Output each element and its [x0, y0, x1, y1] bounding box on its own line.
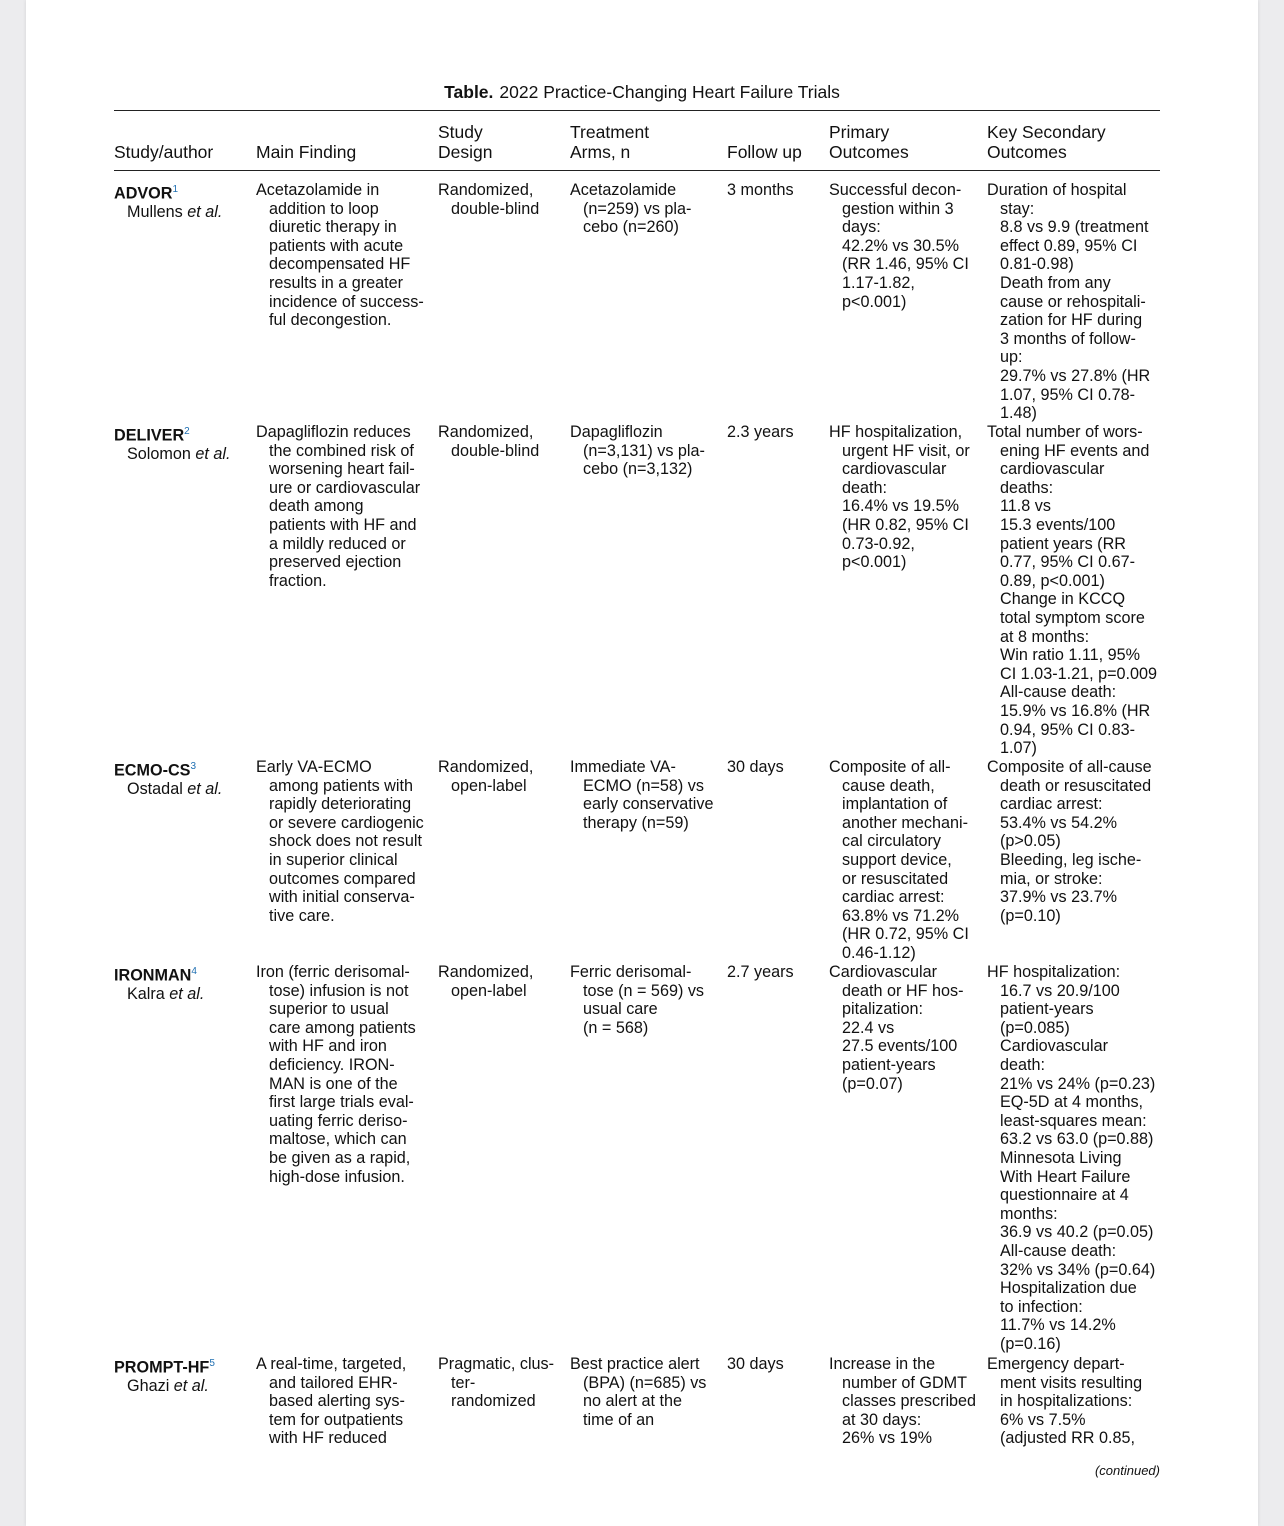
- study-cell: [114, 758, 222, 799]
- main-finding-cell-line: among patients with: [269, 776, 413, 795]
- study-design-cell-line: ter-: [451, 1373, 476, 1392]
- main-finding-cell: [256, 1355, 406, 1448]
- main-finding-cell-line: maltose, which can: [269, 1130, 407, 1149]
- treatment-arms-cell-line: Dapagliflozin: [570, 423, 663, 441]
- secondary-outcomes-cell-line: Emergency depart-: [987, 1355, 1125, 1373]
- treatment-arms-cell-line: Best practice alert: [570, 1355, 700, 1373]
- main-finding-cell-line: tem for outpatients: [269, 1410, 404, 1429]
- study-name: [114, 1355, 215, 1377]
- header-study-design: [438, 122, 492, 162]
- reference-number: 3: [190, 761, 197, 772]
- primary-outcomes-cell-line: classes prescribed: [842, 1392, 977, 1411]
- main-finding-cell-line: ure or cardiovascular: [269, 478, 421, 497]
- study-design-cell-line: double-blind: [451, 441, 540, 460]
- secondary-outcomes-cell-line: 6% vs 7.5%: [1000, 1410, 1086, 1429]
- primary-outcomes-cell-line: gestion within 3: [842, 199, 954, 218]
- treatment-arms-cell-line: time of an: [583, 1410, 655, 1429]
- main-finding-cell-line: based alerting sys-: [269, 1392, 405, 1411]
- primary-outcomes-cell-line: (p=0.07): [842, 1074, 903, 1093]
- secondary-outcomes-cell-line: 0.77, 95% CI 0.67-: [1000, 553, 1135, 572]
- header-primary-outcomes: [829, 122, 909, 162]
- primary-outcomes-cell-line: days:: [842, 218, 881, 237]
- author-etal: et al.: [195, 444, 231, 463]
- secondary-outcomes-cell-line: 63.2 vs 63.0 (p=0.88): [1000, 1130, 1154, 1149]
- secondary-outcomes-cell-line: 8.8 vs 9.9 (treatment: [1000, 218, 1149, 237]
- secondary-outcomes-cell-line: total symptom score: [1000, 608, 1145, 627]
- main-finding-cell-line: death among: [269, 497, 364, 516]
- secondary-outcomes-cell-line: least-squares mean:: [1000, 1111, 1147, 1130]
- study-design-cell: [438, 963, 533, 1000]
- main-finding-cell-line: tose) infusion is not: [269, 981, 409, 1000]
- table-caption: [0, 81, 1284, 103]
- secondary-outcomes-cell-line: patient years (RR: [1000, 534, 1126, 553]
- primary-outcomes-cell-line: urgent HF visit, or: [842, 441, 970, 460]
- primary-outcomes-cell-line: HF hospitalization,: [829, 423, 963, 441]
- treatment-arms-cell-line: (n=3,131) vs pla-: [583, 441, 705, 460]
- main-finding-cell-line: diuretic therapy in: [269, 218, 397, 237]
- main-finding-cell-line: a mildly reduced or: [269, 534, 406, 553]
- main-finding-cell-line: outcomes compared: [269, 869, 416, 888]
- secondary-outcomes-cell-line: 0.89, p<0.001): [1000, 571, 1105, 590]
- secondary-outcomes-cell-line: questionnaire at 4: [1000, 1186, 1129, 1205]
- main-finding-cell-line: Iron (ferric derisomal-: [256, 963, 410, 981]
- header-follow-up: Follow up: [727, 142, 802, 162]
- treatment-arms-cell: [570, 423, 705, 479]
- study-cell: [114, 1355, 215, 1396]
- main-finding-cell-line: fraction.: [269, 571, 327, 590]
- main-finding-cell-line: rapidly deteriorating: [269, 795, 412, 814]
- primary-outcomes-cell-line: (HR 0.82, 95% CI: [842, 515, 969, 534]
- study-design-cell-line: open-label: [451, 776, 527, 795]
- primary-outcomes-cell-line: patient-years: [842, 1055, 936, 1074]
- treatment-arms-cell-line: therapy (n=59): [583, 813, 689, 832]
- primary-outcomes-cell-line: cardiac arrest:: [842, 888, 945, 907]
- secondary-outcomes-cell-line: (adjusted RR 0.85,: [1000, 1429, 1135, 1448]
- secondary-outcomes-cell-line: in hospitalizations:: [1000, 1392, 1133, 1411]
- primary-outcomes-cell-line: 63.8% vs 71.2%: [842, 906, 959, 925]
- secondary-outcomes-cell-line: ment visits resulting: [1000, 1373, 1143, 1392]
- follow-up-cell: 30 days: [727, 758, 784, 776]
- study-author: [114, 985, 204, 1004]
- secondary-outcomes-cell-line: death or resuscitated: [1000, 776, 1152, 795]
- primary-outcomes-cell-line: death or HF hos-: [842, 981, 964, 1000]
- main-finding-cell-line: Early VA-ECMO: [256, 758, 372, 776]
- secondary-outcomes-cell-line: HF hospitalization:: [987, 963, 1121, 981]
- secondary-outcomes-cell-line: 11.8 vs: [1000, 497, 1051, 516]
- header-line: Study: [438, 122, 483, 142]
- treatment-arms-cell-line: Acetazolamide: [570, 181, 677, 199]
- study-design-cell: [438, 181, 539, 218]
- secondary-outcomes-cell-line: All-cause death:: [1000, 1241, 1117, 1260]
- study-author: [114, 1377, 215, 1396]
- primary-outcomes-cell: [829, 181, 969, 311]
- primary-outcomes-cell: [829, 963, 963, 1093]
- author-name: Ghazi: [127, 1376, 170, 1395]
- main-finding-cell-line: the combined risk of: [269, 441, 414, 460]
- primary-outcomes-cell-line: Cardiovascular: [829, 963, 937, 981]
- secondary-outcomes-cell-line: 53.4% vs 54.2%: [1000, 813, 1117, 832]
- secondary-outcomes-cell: [987, 181, 1150, 423]
- secondary-outcomes-cell-line: 36.9 vs 40.2 (p=0.05): [1000, 1223, 1154, 1242]
- reference-number: 1: [172, 184, 179, 195]
- study-name: [114, 758, 222, 780]
- main-finding-cell-line: with initial conserva-: [269, 888, 415, 907]
- secondary-outcomes-cell-line: months:: [1000, 1204, 1058, 1223]
- primary-outcomes-cell-line: 1.17-1.82,: [842, 273, 915, 292]
- primary-outcomes-cell-line: 16.4% vs 19.5%: [842, 497, 959, 516]
- study-name: [114, 181, 222, 203]
- study-design-cell: [438, 758, 533, 795]
- header-secondary-outcomes: [987, 122, 1106, 162]
- secondary-outcomes-cell-line: effect 0.89, 95% CI: [1000, 236, 1138, 255]
- secondary-outcomes-cell-line: 29.7% vs 27.8% (HR: [1000, 366, 1151, 385]
- primary-outcomes-cell-line: p<0.001): [842, 292, 907, 311]
- primary-outcomes-cell-line: 27.5 events/100: [842, 1037, 958, 1056]
- primary-outcomes-cell-line: 0.73-0.92,: [842, 534, 915, 553]
- primary-outcomes-cell-line: at 30 days:: [842, 1410, 922, 1429]
- header-rule: [114, 170, 1160, 171]
- follow-up-cell: 2.3 years: [727, 423, 794, 441]
- study-design-cell-line: double-blind: [451, 199, 540, 218]
- primary-outcomes-cell-line: cal circulatory: [842, 832, 941, 851]
- secondary-outcomes-cell-line: patient-years: [1000, 1000, 1094, 1019]
- secondary-outcomes-cell-line: All-cause death:: [1000, 683, 1117, 702]
- primary-outcomes-cell-line: Successful decon-: [829, 181, 962, 199]
- main-finding-cell-line: preserved ejection: [269, 553, 402, 572]
- secondary-outcomes-cell-line: Death from any: [1000, 273, 1111, 292]
- secondary-outcomes-cell-line: 37.9% vs 23.7%: [1000, 888, 1117, 907]
- continued-note: (continued): [1094, 1463, 1160, 1478]
- reference-number: 5: [209, 1358, 215, 1369]
- secondary-outcomes-cell-line: death:: [1000, 1055, 1046, 1074]
- main-finding-cell-line: with HF reduced: [269, 1429, 387, 1448]
- main-finding-cell-line: be given as a rapid,: [269, 1148, 411, 1167]
- reference-number: 2: [184, 426, 190, 437]
- treatment-arms-cell-line: ECMO (n=58) vs: [583, 776, 704, 795]
- header-line: Treatment: [570, 122, 650, 142]
- primary-outcomes-cell-line: pitalization:: [842, 1000, 923, 1019]
- secondary-outcomes-cell: [987, 1355, 1142, 1448]
- study-cell: [114, 963, 204, 1004]
- main-finding-cell: [256, 181, 424, 330]
- study-name-text: IRONMAN: [114, 966, 192, 985]
- primary-outcomes-cell-line: 26% vs 19%: [842, 1429, 932, 1448]
- treatment-arms-cell-line: cebo (n=3,132): [583, 460, 693, 479]
- study-author: [114, 445, 231, 464]
- main-finding-cell-line: superior to usual: [269, 1000, 389, 1019]
- primary-outcomes-cell-line: support device,: [842, 850, 952, 869]
- main-finding-cell-line: patients with HF and: [269, 515, 417, 534]
- primary-outcomes-cell-line: Composite of all-: [829, 758, 951, 776]
- secondary-outcomes-cell-line: cardiac arrest:: [1000, 795, 1103, 814]
- secondary-outcomes-cell-line: (p=0.10): [1000, 906, 1061, 925]
- main-finding-cell-line: in superior clinical: [269, 850, 398, 869]
- header-main-finding: Main Finding: [256, 142, 357, 162]
- study-author: [114, 780, 222, 799]
- main-finding-cell-line: decompensated HF: [269, 255, 411, 274]
- secondary-outcomes-cell-line: Total number of wors-: [987, 423, 1143, 441]
- main-finding-cell-line: worsening heart fail-: [269, 460, 415, 479]
- main-finding-cell-line: and tailored EHR-: [269, 1373, 398, 1392]
- primary-outcomes-cell-line: 0.46-1.12): [842, 943, 916, 962]
- author-name: Kalra: [127, 984, 165, 1003]
- secondary-outcomes-cell-line: deaths:: [1000, 478, 1054, 497]
- secondary-outcomes-cell-line: stay:: [1000, 199, 1035, 218]
- primary-outcomes-cell-line: 22.4 vs: [842, 1018, 895, 1037]
- primary-outcomes-cell: [829, 1355, 976, 1448]
- secondary-outcomes-cell-line: cause or rehospitali-: [1000, 292, 1146, 311]
- main-finding-cell-line: care among patients: [269, 1018, 416, 1037]
- header-line: Primary: [829, 122, 890, 142]
- author-etal: et al.: [187, 779, 223, 798]
- treatment-arms-cell-line: cebo (n=260): [583, 218, 679, 237]
- treatment-arms-cell: [570, 963, 704, 1037]
- secondary-outcomes-cell-line: 0.94, 95% CI 0.83-: [1000, 720, 1135, 739]
- study-design-cell-line: Randomized,: [438, 181, 534, 199]
- treatment-arms-cell: [570, 758, 713, 832]
- main-finding-cell-line: results in a greater: [269, 273, 404, 292]
- study-design-cell-line: Randomized,: [438, 758, 534, 776]
- secondary-outcomes-cell-line: 32% vs 34% (p=0.64): [1000, 1260, 1156, 1279]
- main-finding-cell-line: shock does not result: [269, 832, 422, 851]
- treatment-arms-cell-line: Ferric derisomal-: [570, 963, 692, 981]
- secondary-outcomes-cell-line: at 8 months:: [1000, 627, 1090, 646]
- main-finding-cell-line: Acetazolamide in: [256, 181, 380, 199]
- secondary-outcomes-cell-line: 15.3 events/100: [1000, 515, 1116, 534]
- treatment-arms-cell-line: usual care: [583, 1000, 658, 1019]
- reference-number: 4: [191, 966, 197, 977]
- secondary-outcomes-cell-line: 16.7 vs 20.9/100: [1000, 981, 1120, 1000]
- header-treatment-arms: [570, 122, 649, 162]
- secondary-outcomes-cell-line: Bleeding, leg ische-: [1000, 850, 1142, 869]
- header-line: Key Secondary: [987, 122, 1106, 142]
- main-finding-cell-line: high-dose infusion.: [269, 1167, 405, 1186]
- study-author: [114, 203, 222, 222]
- secondary-outcomes-cell-line: up:: [1000, 348, 1023, 367]
- main-finding-cell-line: Dapagliflozin reduces: [256, 423, 411, 441]
- study-design-cell-line: Randomized,: [438, 963, 534, 981]
- study-design-cell-line: open-label: [451, 981, 527, 1000]
- study-name-text: ADVOR: [114, 184, 173, 203]
- main-finding-cell-line: uating ferric deriso-: [269, 1111, 408, 1130]
- treatment-arms-cell-line: tose (n = 569) vs: [583, 981, 705, 1000]
- study-design-cell: [438, 423, 539, 460]
- table-caption-text: 2022 Practice-Changing Heart Failure Trials: [499, 82, 840, 102]
- secondary-outcomes-cell-line: 15.9% vs 16.8% (HR: [1000, 701, 1151, 720]
- secondary-outcomes-cell-line: Change in KCCQ: [1000, 590, 1126, 609]
- author-etal: et al.: [173, 1376, 209, 1395]
- header-line: Design: [438, 142, 493, 162]
- main-finding-cell: [256, 423, 420, 590]
- treatment-arms-cell-line: (n=259) vs pla-: [583, 199, 692, 218]
- main-finding-cell: [256, 963, 416, 1186]
- secondary-outcomes-cell-line: to infection:: [1000, 1297, 1083, 1316]
- secondary-outcomes-cell: [987, 963, 1155, 1353]
- study-design-cell-line: randomized: [451, 1392, 536, 1411]
- primary-outcomes-cell-line: or resuscitated: [842, 869, 949, 888]
- main-finding-cell-line: ful decongestion.: [269, 311, 392, 330]
- treatment-arms-cell-line: (n = 568): [583, 1018, 649, 1037]
- secondary-outcomes-cell-line: mia, or stroke:: [1000, 869, 1103, 888]
- primary-outcomes-cell-line: number of GDMT: [842, 1373, 968, 1392]
- study-name-text: ECMO-CS: [114, 761, 191, 780]
- follow-up-cell: 2.7 years: [727, 963, 794, 981]
- primary-outcomes-cell: [829, 758, 969, 963]
- secondary-outcomes-cell-line: Minnesota Living: [1000, 1148, 1122, 1167]
- study-cell: [114, 423, 231, 464]
- author-etal: et al.: [187, 202, 223, 221]
- main-finding-cell-line: A real-time, targeted,: [256, 1355, 407, 1373]
- follow-up-cell: 3 months: [727, 181, 794, 199]
- study-name: [114, 963, 204, 985]
- primary-outcomes-cell-line: cause death,: [842, 776, 935, 795]
- study-cell: [114, 181, 222, 222]
- treatment-arms-cell-line: (BPA) (n=685) vs: [583, 1373, 707, 1392]
- secondary-outcomes-cell-line: Hospitalization due: [1000, 1279, 1137, 1298]
- secondary-outcomes-cell-line: ening HF events and: [1000, 441, 1150, 460]
- author-name: Solomon: [127, 444, 191, 463]
- secondary-outcomes-cell-line: 1.07, 95% CI 0.78-: [1000, 385, 1135, 404]
- secondary-outcomes-cell-line: 1.48): [1000, 404, 1037, 423]
- treatment-arms-cell-line: no alert at the: [583, 1392, 682, 1411]
- primary-outcomes-cell-line: Increase in the: [829, 1355, 936, 1373]
- treatment-arms-cell: [570, 181, 691, 237]
- study-name: [114, 423, 231, 445]
- main-finding-cell-line: first large trials eval-: [269, 1093, 414, 1112]
- top-rule: [114, 110, 1160, 111]
- main-finding-cell-line: tive care.: [269, 906, 335, 925]
- primary-outcomes-cell: [829, 423, 970, 572]
- follow-up-cell: 30 days: [727, 1355, 784, 1373]
- main-finding-cell-line: addition to loop: [269, 199, 379, 218]
- secondary-outcomes-cell-line: 0.81-0.98): [1000, 255, 1074, 274]
- primary-outcomes-cell-line: cardiovascular: [842, 460, 947, 479]
- secondary-outcomes-cell-line: (p=0.085): [1000, 1018, 1070, 1037]
- secondary-outcomes-cell-line: With Heart Failure: [1000, 1167, 1131, 1186]
- header-study: Study/author: [114, 142, 214, 162]
- secondary-outcomes-cell-line: zation for HF during: [1000, 311, 1143, 330]
- secondary-outcomes-cell-line: EQ-5D at 4 months,: [1000, 1093, 1144, 1112]
- main-finding-cell-line: deficiency. IRON-: [269, 1055, 395, 1074]
- secondary-outcomes-cell-line: CI 1.03-1.21, p=0.009: [1000, 664, 1158, 683]
- header-line: Outcomes: [829, 142, 909, 162]
- main-finding-cell-line: MAN is one of the: [269, 1074, 398, 1093]
- primary-outcomes-cell-line: implantation of: [842, 795, 948, 814]
- study-design-cell: [438, 1355, 554, 1411]
- secondary-outcomes-cell-line: 3 months of follow-: [1000, 329, 1136, 348]
- secondary-outcomes-cell-line: (p>0.05): [1000, 832, 1061, 851]
- primary-outcomes-cell-line: (HR 0.72, 95% CI: [842, 925, 969, 944]
- secondary-outcomes-cell-line: Cardiovascular: [1000, 1037, 1108, 1056]
- primary-outcomes-cell-line: 42.2% vs 30.5%: [842, 236, 959, 255]
- primary-outcomes-cell-line: p<0.001): [842, 553, 907, 572]
- primary-outcomes-cell-line: another mechani-: [842, 813, 968, 832]
- author-etal: et al.: [169, 984, 205, 1003]
- secondary-outcomes-cell: [987, 423, 1157, 758]
- main-finding-cell-line: incidence of success-: [269, 292, 424, 311]
- treatment-arms-cell-line: early conservative: [583, 795, 714, 814]
- study-name-text: PROMPT-HF: [114, 1358, 210, 1377]
- header-line: Outcomes: [987, 142, 1067, 162]
- treatment-arms-cell-line: Immediate VA-: [570, 758, 676, 776]
- secondary-outcomes-cell-line: 21% vs 24% (p=0.23): [1000, 1074, 1156, 1093]
- secondary-outcomes-cell-line: 1.07): [1000, 739, 1037, 758]
- secondary-outcomes-cell-line: cardiovascular: [1000, 460, 1105, 479]
- main-finding-cell-line: patients with acute: [269, 236, 404, 255]
- main-finding-cell-line: or severe cardiogenic: [269, 813, 424, 832]
- primary-outcomes-cell-line: death:: [842, 478, 888, 497]
- secondary-outcomes-cell-line: Composite of all-cause: [987, 758, 1152, 776]
- author-name: Ostadal: [127, 779, 183, 798]
- study-name-text: DELIVER: [114, 426, 185, 445]
- secondary-outcomes-cell-line: 11.7% vs 14.2%: [1000, 1316, 1116, 1335]
- secondary-outcomes-cell: [987, 758, 1152, 925]
- secondary-outcomes-cell-line: Duration of hospital: [987, 181, 1127, 199]
- header-line: Arms, n: [570, 142, 631, 162]
- table-label: Table.: [444, 82, 494, 102]
- author-name: Mullens: [127, 202, 183, 221]
- main-finding-cell: [256, 758, 424, 925]
- main-finding-cell-line: with HF and iron: [269, 1037, 387, 1056]
- primary-outcomes-cell-line: (RR 1.46, 95% CI: [842, 255, 969, 274]
- treatment-arms-cell: [570, 1355, 706, 1429]
- study-design-cell-line: Randomized,: [438, 423, 534, 441]
- study-design-cell-line: Pragmatic, clus-: [438, 1355, 555, 1373]
- secondary-outcomes-cell-line: (p=0.16): [1000, 1334, 1061, 1353]
- secondary-outcomes-cell-line: Win ratio 1.11, 95%: [1000, 646, 1141, 665]
